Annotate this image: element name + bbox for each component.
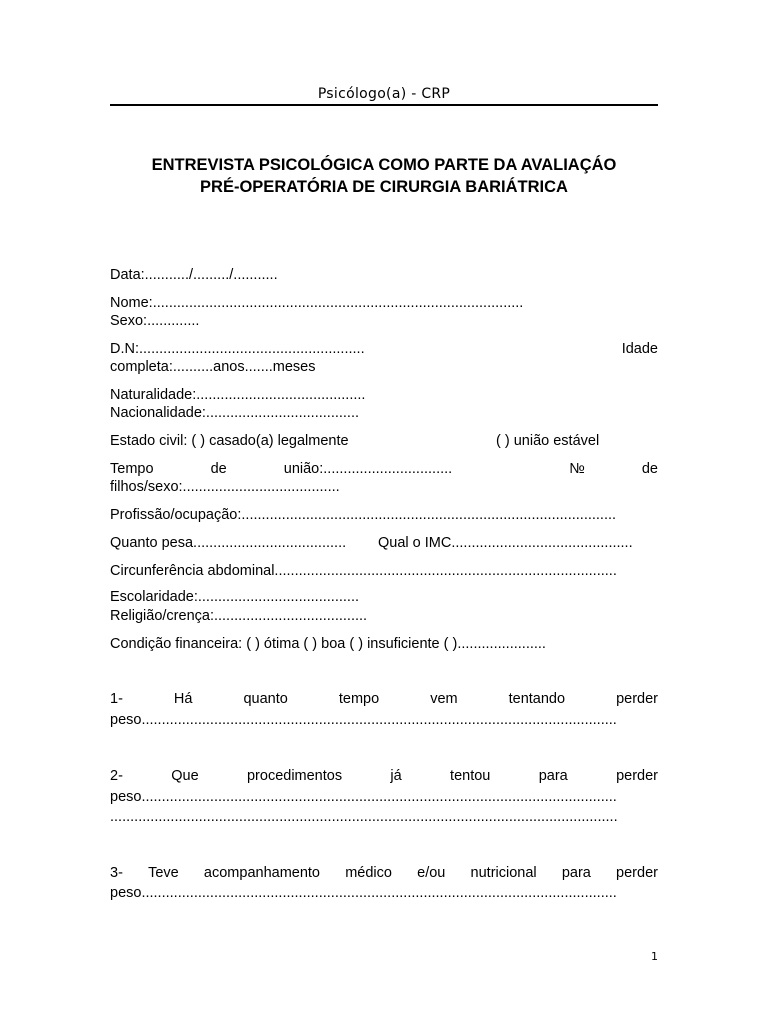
word: 2-	[110, 768, 123, 784]
question-1-line-1	[110, 690, 658, 708]
word: de	[641, 461, 658, 477]
word: nutricional	[470, 865, 537, 881]
field-dn: D.N:........................................................	[110, 341, 365, 357]
question-3-line-1	[110, 864, 658, 882]
word: acompanhamento	[203, 865, 320, 881]
word: perder	[616, 865, 658, 881]
field-nacionalidade: Nacionalidade:......................................	[110, 405, 360, 421]
field-estado-civil-row	[110, 432, 658, 450]
word: tempo	[338, 691, 380, 707]
title-line-2: PRÉ-OPERATÓRIA DE CIRURGIA BARIÁTRICA	[200, 178, 568, 196]
word: quanto	[243, 691, 288, 707]
word: para	[561, 865, 591, 881]
word: 1-	[110, 691, 123, 707]
field-condicao-financeira: Condição financeira: ( ) ótima ( ) boa ( ) insuficiente ( )......................	[110, 636, 546, 652]
field-naturalidade: Naturalidade:..........................................	[110, 387, 366, 403]
field-idade-completa: completa:..........anos.......meses	[110, 359, 316, 375]
word: Há	[173, 691, 193, 707]
title-line-1: ENTREVISTA PSICOLÓGICA COMO PARTE DA AVALIAÇÁO	[151, 156, 617, 174]
word: união:................................	[283, 461, 453, 477]
field-estado-civil: Estado civil: ( ) casado(a) legalmente	[110, 433, 349, 449]
field-dn-row	[110, 340, 658, 358]
field-nome: Nome:............................................................................................	[110, 295, 524, 311]
word: médico	[345, 865, 392, 881]
field-uniao-estavel: ( ) união estável	[496, 433, 600, 449]
question-2-line-2: peso......................................................................................................................	[110, 789, 617, 805]
field-circunferencia: Circunferência abdominal.....................................................................................	[110, 563, 617, 579]
page-number: 1	[651, 950, 658, 963]
word: tentou	[450, 768, 491, 784]
header-rule	[110, 104, 658, 106]
word: Tempo	[110, 461, 154, 477]
word: №	[569, 461, 585, 477]
question-1-line-2: peso......................................................................................................................	[110, 712, 617, 728]
field-escolaridade: Escolaridade:........................................	[110, 589, 359, 605]
word: e/ou	[417, 865, 446, 881]
word: procedimentos	[246, 768, 343, 784]
field-quanto-pesa: Quanto pesa......................................	[110, 535, 347, 551]
word: para	[538, 768, 568, 784]
word: vem	[430, 691, 458, 707]
word: já	[390, 768, 402, 784]
question-2-line-3: ..............................................................................................................................	[110, 809, 618, 825]
field-data: Data:.........../........./...........	[110, 267, 278, 283]
field-qual-imc: Qual o IMC.............................................	[378, 535, 633, 551]
page-header: Psicólogo(a) - CRP	[317, 86, 451, 102]
field-idade-label: Idade	[621, 341, 658, 357]
word: perder	[616, 768, 658, 784]
field-profissao: Profissão/ocupação:.............................................................................................	[110, 507, 617, 523]
field-sexo: Sexo:.............	[110, 313, 200, 329]
word: perder	[616, 691, 658, 707]
field-tempo-uniao-row	[110, 460, 658, 478]
question-3-line-2: peso......................................................................................................................	[110, 885, 617, 901]
word: de	[210, 461, 227, 477]
field-peso-imc-row	[110, 534, 658, 552]
word: Que	[171, 768, 199, 784]
word: Teve	[148, 865, 179, 881]
word: tentando	[508, 691, 566, 707]
question-2-line-1	[110, 767, 658, 785]
word: 3-	[110, 865, 123, 881]
document-title	[110, 154, 658, 198]
field-filhos: filhos/sexo:.......................................	[110, 479, 340, 495]
field-religiao: Religião/crença:......................................	[110, 608, 368, 624]
